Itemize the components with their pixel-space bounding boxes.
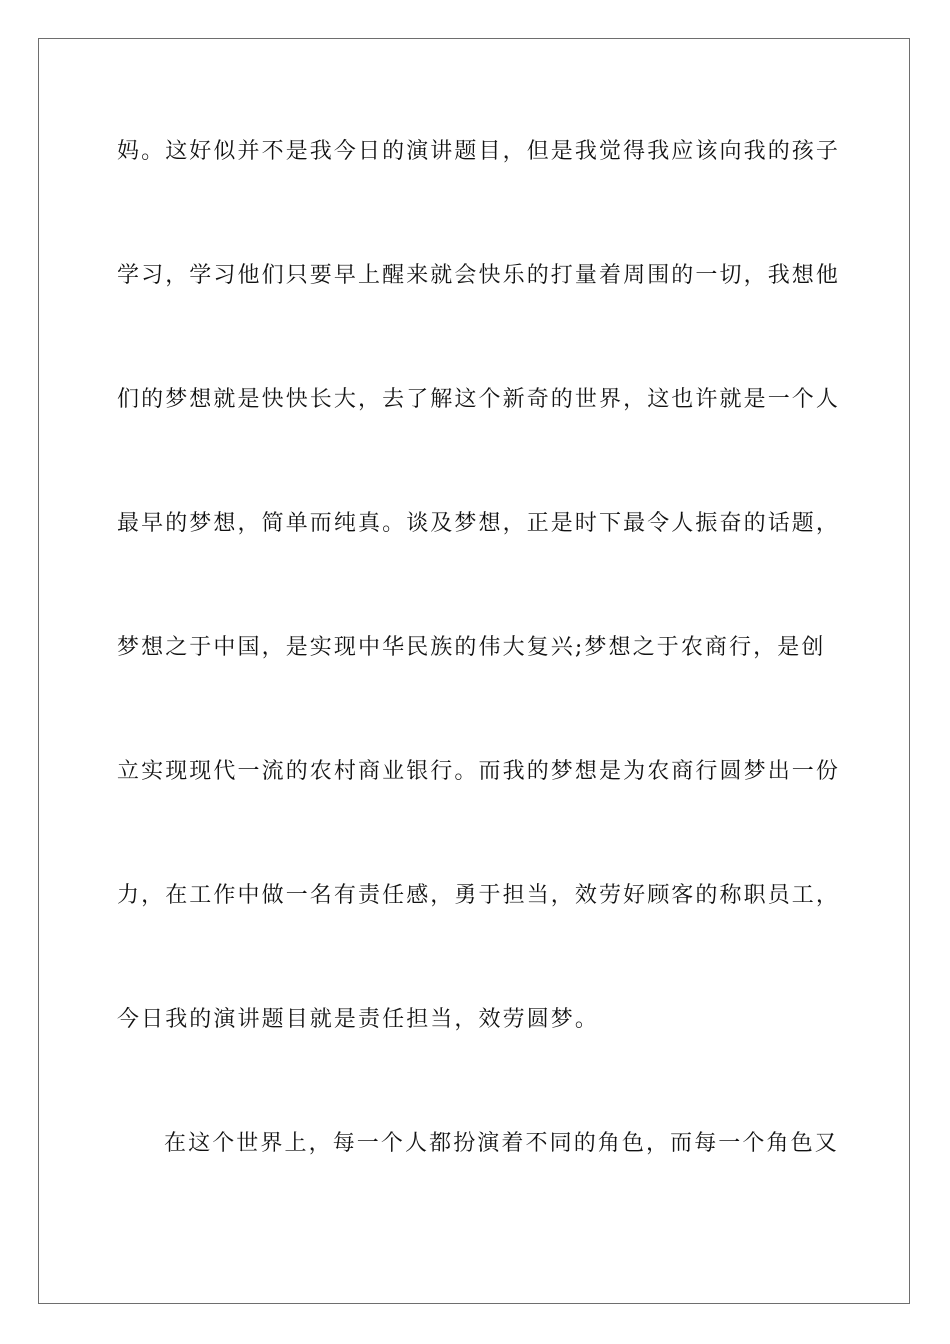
document-line-6: 立实现现代一流的农村商业银行。而我的梦想是为农商行圆梦出一份	[117, 759, 841, 784]
document-line-2: 学习，学习他们只要早上醒来就会快乐的打量着周围的一切，我想他	[117, 263, 841, 288]
document-line-3: 们的梦想就是快快长大，去了解这个新奇的世界，这也许就是一个人	[117, 387, 841, 412]
document-line-7: 力，在工作中做一名有责任感，勇于担当，效劳好顾客的称职员工，	[117, 883, 841, 908]
document-line-5: 梦想之于中国，是实现中华民族的伟大复兴;梦想之于农商行，是创	[117, 635, 826, 660]
page-border	[38, 38, 910, 1304]
document-line-1: 妈。这好似并不是我今日的演讲题目，但是我觉得我应该向我的孩子	[117, 139, 841, 164]
document-line-8: 今日我的演讲题目就是责任担当，效劳圆梦。	[117, 1007, 600, 1032]
document-line-9: 在这个世界上，每一个人都扮演着不同的角色，而每一个角色又	[164, 1131, 839, 1156]
document-line-4: 最早的梦想，简单而纯真。谈及梦想，正是时下最令人振奋的话题，	[117, 511, 841, 536]
